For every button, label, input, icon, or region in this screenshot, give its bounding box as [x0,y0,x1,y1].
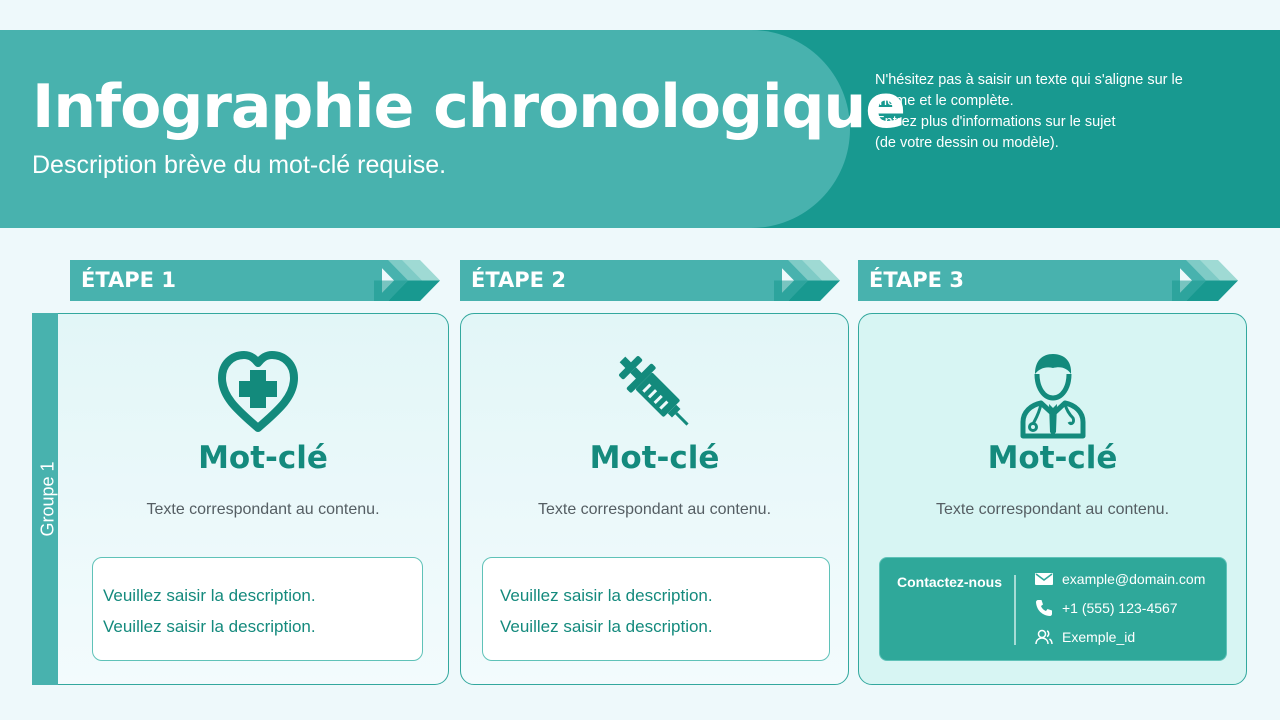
contact-email: example@domain.com [1062,571,1206,587]
description-line: Veuillez saisir la description. [103,617,316,636]
card-step-1 [58,313,449,685]
card-keyword: Mot-clé [198,440,328,476]
card-step-2 [460,313,849,685]
side-note-line: (de votre dessin ou modèle). [875,135,1059,151]
envelope-icon [1034,569,1054,589]
doctor-icon [1005,344,1101,440]
step-banner-3 [858,260,1246,301]
contact-id-row[interactable] [1034,627,1135,647]
chevron-arrows-icon [774,260,848,301]
step-label: ÉTAPE 1 [81,268,176,292]
heart-cross-icon [210,344,306,440]
description-box[interactable] [482,557,830,661]
chevron-arrows-icon [1172,260,1246,301]
card-text: Texte correspondant au contenu. [537,501,772,518]
card-text: Texte correspondant au contenu. [935,501,1170,518]
description-line: Veuillez saisir la description. [103,586,316,605]
card-step-3 [858,313,1247,685]
description-line: Veuillez saisir la description. [500,586,713,605]
step-label: ÉTAPE 3 [869,268,964,292]
syringe-icon [607,344,703,440]
card-keyword: Mot-clé [589,440,720,476]
step-banner-1 [70,260,448,301]
card-text: Texte correspondant au contenu. [146,501,380,518]
header-side-note [875,70,1255,154]
phone-icon [1034,598,1054,618]
card-keyword: Mot-clé [987,440,1118,476]
contact-title: Contactez-nous [897,574,1002,590]
page-subtitle: Description brève du mot-clé requise. [32,151,447,179]
description-box[interactable] [92,557,423,661]
contact-id: Exemple_id [1062,629,1136,645]
group-label: Groupe 1 [37,461,58,537]
contact-phone: +1 (555) 123-4567 [1062,600,1178,616]
step-banner-2 [460,260,848,301]
description-line: Veuillez saisir la description. [500,617,713,636]
side-note-line: thème et le complète. [875,93,1014,109]
side-note-line: N'hésitez pas à saisir un texte qui s'aligne sur le [875,72,1183,88]
page-title: Infographie chronologique [32,72,905,142]
contact-box [879,557,1227,661]
side-note-line: Entrez plus d'informations sur le sujet [875,114,1116,130]
users-icon [1034,627,1054,647]
contact-email-row[interactable] [1034,569,1205,589]
chevron-arrows-icon [374,260,448,301]
contact-phone-row[interactable] [1034,598,1178,618]
contact-divider [1014,575,1016,645]
step-label: ÉTAPE 2 [471,268,566,292]
